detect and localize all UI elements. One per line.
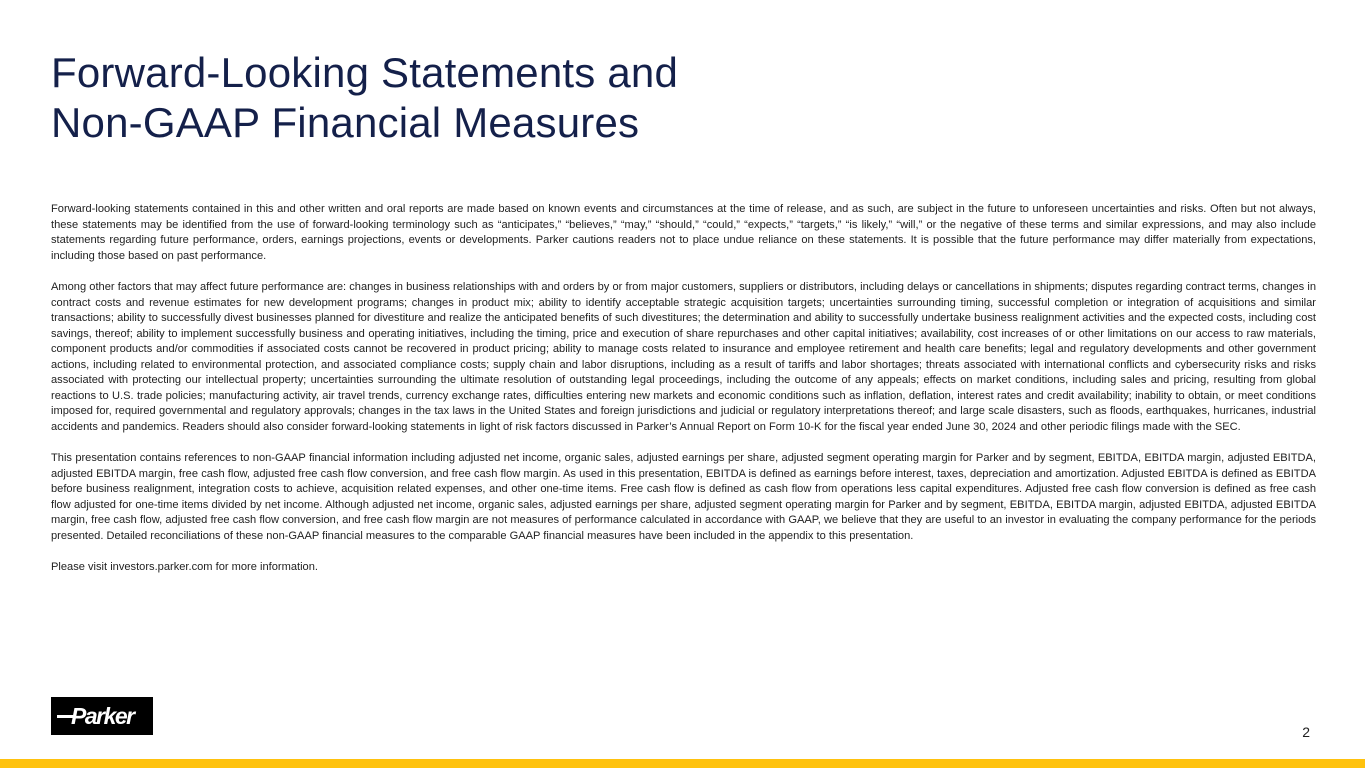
paragraph-investor-link: Please visit investors.parker.com for more information. xyxy=(51,561,318,573)
paragraph-non-gaap: This presentation contains references to non-GAAP financial information including adjusted net income, organic sales, adjusted earnings per share, adjusted segment operating margin for Parker and by segment, EBITDA, EBITDA margin, adjusted EBITDA, adjusted EBITDA margin, free cash flow, adjusted free cash flow conversion, and free cash flow margin. As used in this presentation, EBITDA is defined as earnings before interest, taxes, depreciation and amortization. Adjusted EBITDA is defined as EBITDA before business realignment, integration costs to achieve, acquisition related expenses, and other one-time items. Free cash flow is defined as cash flow from operations less capital expenditures. Adjusted free cash flow conversion is defined as free cash flow adjusted for one-time items divided by net income. Although adjusted net income, organic sales, adjusted earnings per share, adjusted segment operating margin for Parker and by segment, EBITDA, EBITDA margin, adjusted EBITDA, adjusted EBITDA margin, free cash flow, adjusted free cash flow conversion, and free cash flow margin are not measures of performance calculated in accordance with GAAP, we believe that they are useful to an investor in evaluating the company performance for the periods presented. Detailed reconciliations of these non-GAAP financial measures to the comparable GAAP financial measures have been included in the appendix to this presentation. xyxy=(51,452,1316,542)
page-number: 2 xyxy=(1302,724,1310,740)
footer-accent-band xyxy=(0,759,1365,768)
parker-logo xyxy=(51,697,153,735)
disclaimer-body xyxy=(51,202,1316,592)
paragraph-risk-factors: Among other factors that may affect future performance are: changes in business relationships with and orders by or from major customers, suppliers or distributors, including delays or cancellations in shipments; disputes regarding contract terms, changes in contract costs and revenue estimates for new development programs; changes in product mix; ability to identify acceptable strategic acquisition targets; uncertainties surrounding timing, successful completion or integration of acquisitions and similar transactions; ability to successfully divest businesses planned for divestiture and realize the anticipated benefits of such divestitures; the determination and ability to successfully undertake business realignment activities and the expected costs, including cost savings, thereof; ability to implement successfully business and operating initiatives, including the timing, price and execution of share repurchases and other capital initiatives; availability, cost increases of or other limitations on our access to raw materials, component products and/or commodities if associated costs cannot be recovered in product pricing; ability to manage costs related to insurance and employee retirement and health care benefits; legal and regulatory developments and other government actions, including related to environmental protection, and associated compliance costs; supply chain and labor disruptions, including as a result of tariffs and labor shortages; threats associated with international conflicts and cybersecurity risks and risks associated with protecting our intellectual property; uncertainties surrounding the ultimate resolution of outstanding legal proceedings, including the outcome of any appeals; effects on market conditions, including sales and pricing, resulting from global reactions to U.S. trade policies; manufacturing activity, air travel trends, currency exchange rates, difficulties entering new markets and economic conditions such as inflation, deflation, interest rates and credit availability; inability to obtain, or meet conditions imposed for, required governmental and regulatory approvals; changes in the tax laws in the United States and foreign jurisdictions and judicial or regulatory interpretations thereof; and large scale disasters, such as floods, earthquakes, hurricanes, industrial accidents and pandemics. Readers should also consider forward-looking statements in light of risk factors discussed in Parker’s Annual Report on Form 10-K for the fiscal year ended June 30, 2024 and other periodic filings made with the SEC. xyxy=(51,281,1316,433)
slide-title-line-1: Forward-Looking Statements and xyxy=(51,49,678,96)
logo-wordmark: Parker xyxy=(71,703,134,729)
paragraph-forward-looking: Forward-looking statements contained in this and other written and oral reports are made based on known events and circumstances at the time of release, and as such, are subject in the future to unforeseen uncertainties and risks. Often but not always, these statements may be identified from the use of forward-looking terminology such as “anticipates,” “believes,” “may,” “should,” “could,” “expects,” “targets,” “is likely,” “will,” or the negative of these terms and similar expressions, and may also include statements regarding future performance, orders, earnings projections, events or developments. Parker cautions readers not to place undue reliance on these statements. It is possible that the future performance may differ materially from expectations, including those based on past performance. xyxy=(51,203,1316,262)
slide-title xyxy=(51,48,951,148)
slide-title-line-2: Non-GAAP Financial Measures xyxy=(51,99,640,146)
